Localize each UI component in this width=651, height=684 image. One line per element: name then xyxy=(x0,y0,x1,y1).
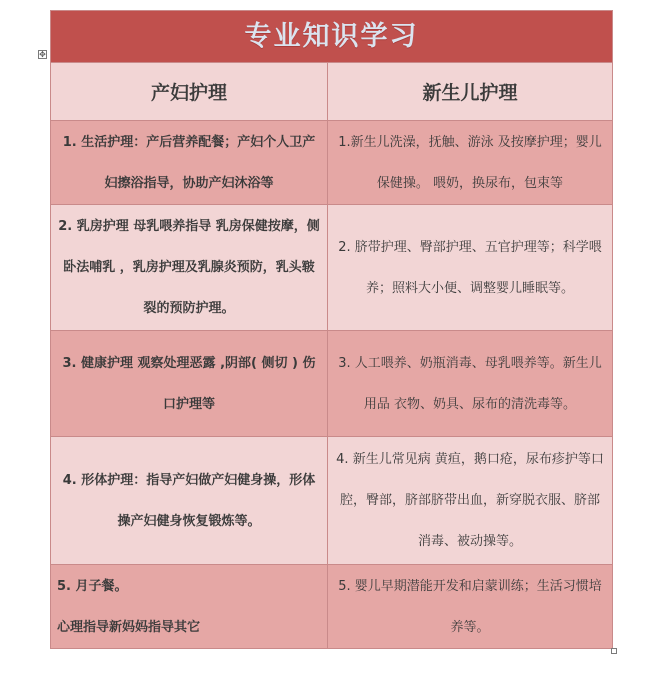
cell-text: 3. 健康护理 观察处理恶露 ,阴部( 侧切 ) 伤口护理等 xyxy=(62,355,316,412)
title-row xyxy=(51,11,613,63)
cell-text: 5. 婴儿早期潜能开发和启蒙训练；生活习惯培养等。 xyxy=(338,578,602,635)
knowledge-table xyxy=(50,10,613,649)
title-cell xyxy=(51,11,613,63)
cell-text: 2. 乳房护理 母乳喂养指导 乳房保健按摩，侧卧法哺乳 ，乳房护理及乳腺炎预防，乳头皲裂的预防护理。 xyxy=(58,219,320,316)
table-cell-newborn xyxy=(328,437,613,565)
table-row xyxy=(51,437,613,565)
table-cell-maternal xyxy=(51,331,328,437)
table-row xyxy=(51,121,613,205)
cell-text-line: 心理指导新妈妈指导其它 xyxy=(57,619,201,635)
table-cell-newborn xyxy=(328,565,613,649)
table-cell-newborn xyxy=(328,331,613,437)
cell-text: 3. 人工喂养、奶瓶消毒、母乳喂养等。新生儿用品 衣物、奶具、尿布的清洗毒等。 xyxy=(338,355,602,412)
table-row xyxy=(51,331,613,437)
table-title: 专业知识学习 xyxy=(244,21,419,52)
cell-text: 2. 脐带护理、臀部护理、五官护理等；科学喂养；照料大小便、调整婴儿睡眠等。 xyxy=(338,239,602,296)
table-row xyxy=(51,565,613,649)
table-cell-maternal xyxy=(51,121,328,205)
table-cell-newborn xyxy=(328,121,613,205)
cell-text: 1.新生儿洗澡，抚触、游泳 及按摩护理；婴儿保健操。 喂奶，换尿布，包束等 xyxy=(338,134,602,191)
cell-text-line: 5. 月子餐。 xyxy=(57,578,128,594)
table-resize-handle-icon[interactable] xyxy=(611,648,617,654)
header-maternal-care: 产妇护理 xyxy=(51,63,328,121)
table-cell-maternal xyxy=(51,205,328,331)
table-cell-maternal xyxy=(51,565,328,649)
table-cell-maternal xyxy=(51,437,328,565)
table-row xyxy=(51,205,613,331)
cell-text: 4. 新生儿常见病 黄疸，鹅口疮，尿布疹护等口腔，臀部，脐部脐带出血，新穿脱衣服、脐部消毒、被动操等。 xyxy=(336,452,604,549)
table-move-handle-icon[interactable]: ✥ xyxy=(39,50,46,59)
header-row xyxy=(51,63,613,121)
table-cell-newborn xyxy=(328,205,613,331)
cell-text: 4. 形体护理：指导产妇做产妇健身操，形体操产妇健身恢复锻炼等。 xyxy=(62,472,316,529)
header-newborn-care: 新生儿护理 xyxy=(328,63,613,121)
cell-text: 1. 生活护理：产后营养配餐；产妇个人卫产妇擦浴指导，协助产妇沐浴等 xyxy=(62,134,316,191)
